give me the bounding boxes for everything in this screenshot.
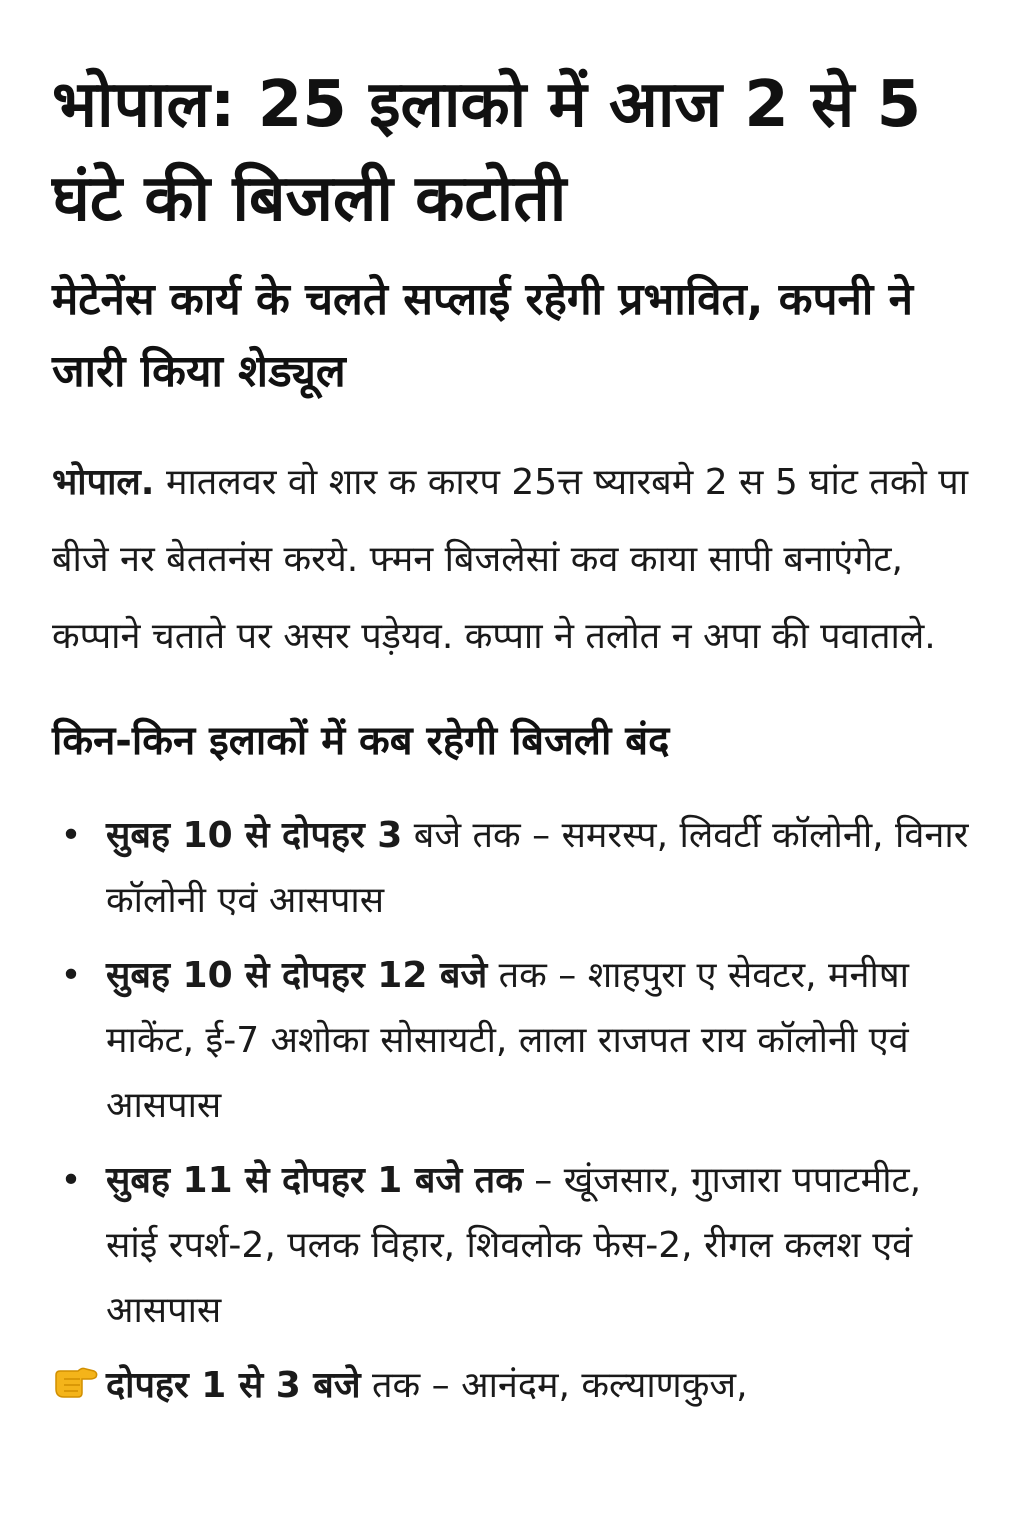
schedule-areas: बजे तक – समरस्प, लिवर्टी कॉलोनी, विनार कॉलोनी एवं आसपास [106, 815, 969, 921]
list-item [52, 803, 982, 933]
schedule-time: सुबह 10 से दोपहर 3 [106, 815, 403, 856]
section-heading: किन-किन इलाकों में कब रहेगी बिजली बंद [52, 718, 670, 764]
article [52, 58, 982, 1418]
bullet-icon: • [60, 955, 82, 996]
list-item [52, 1148, 982, 1343]
headline: भोपाल: 25 इलाको में आज 2 से 5 घंटे की बिजली कटोती [52, 68, 922, 236]
subheadline: मेटेनेंस कार्य के चलते सप्लाई रहेगी प्रभावित, कपनी ने जारी किया शेड्यूल [52, 274, 914, 397]
schedule-time: सुबह 10 से दोपहर 12 बजे [106, 955, 488, 996]
bullet-icon: • [60, 815, 82, 856]
list-item [52, 943, 982, 1138]
lead-paragraph [52, 444, 982, 675]
schedule-time: सुबह 11 से दोपहर 1 बजे तक [106, 1160, 523, 1201]
backhand-index-pointing-right-icon [52, 1357, 98, 1403]
schedule-areas: तक – आनंदम, कल्याणकुज, [360, 1365, 748, 1406]
schedule-list [52, 803, 982, 1343]
bullet-icon: • [60, 1160, 82, 1201]
schedule-areas: – खूंजसार, गुाजारा पपाटमीट, सांई रपर्श-2, पलक विहार, शिवलोक फेस-2, रीगल कलश एवं आसपास [106, 1160, 922, 1331]
list-item-pointer [52, 1353, 982, 1418]
lead-text: मातलवर वो शार क कारप 25त्त ष्यारबमे 2 स 5 घांट तको पा बीजे नर बेततनंस करये. फ्मन बिजलेसां कव काया सापी बनाएंगेट, कप्पाने चताते पर असर पड़ेयव. कप्पाा ने तलोत न अपा की पवाताले. [52, 462, 969, 657]
schedule-areas: तक – शाहपुरा ए सेवटर, मनीषा माकेंट, ई-7 अशोका सोसायटी, लाला राजपत राय कॉलोनी एवं आसपास [106, 955, 909, 1126]
dateline: भोपाल. [52, 462, 155, 503]
schedule-time: दोपहर 1 से 3 बजे [106, 1365, 361, 1406]
